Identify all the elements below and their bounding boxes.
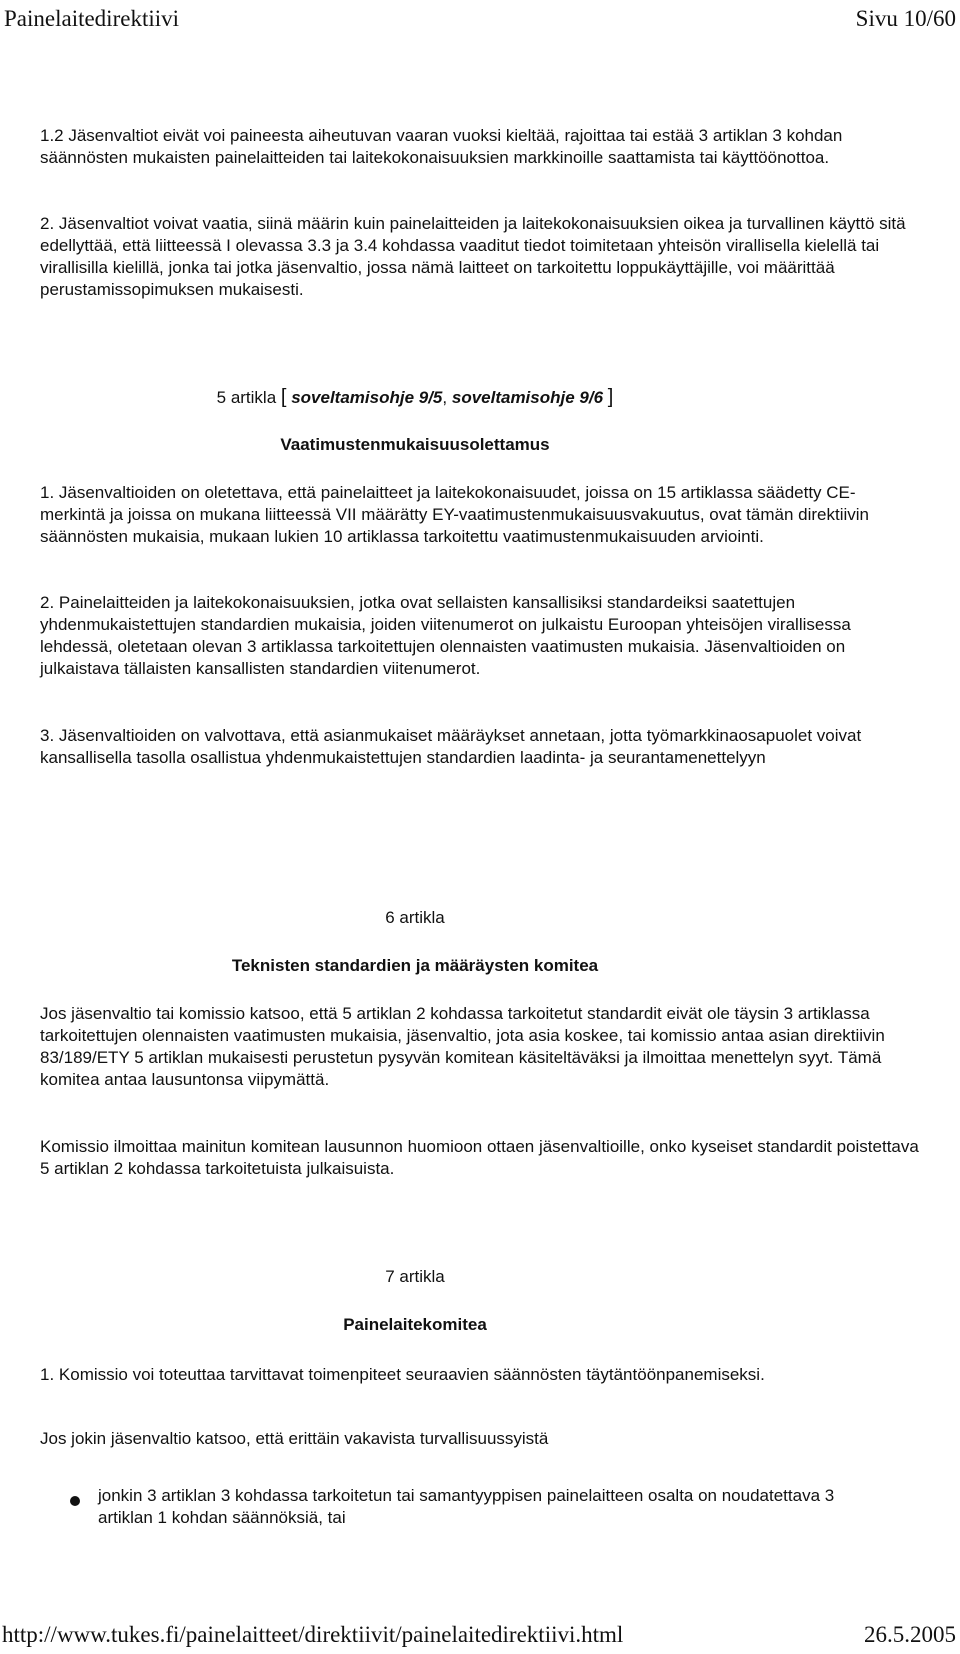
footer-date: 26.5.2005 (864, 1622, 956, 1647)
article-6-paragraph-2: Komissio ilmoittaa mainitun komitean lausunnon huomioon ottaen jäsenvaltioille, onko kyseiset standardit poistettava 5 artiklan 2 kohdassa tarkoitetuista julkaisuista. (40, 1137, 919, 1178)
article-7-heading: 7 artikla (385, 1267, 445, 1286)
guideline-link-9-5[interactable]: soveltamisohje 9/5 (291, 388, 443, 407)
page-header (0, 0, 960, 40)
document-title: Painelaitedirektiivi (4, 6, 180, 31)
article-5-label: 5 artikla (216, 388, 277, 407)
article-5-paragraph-3: 3. Jäsenvaltioiden on valvottava, että asianmukaiset määräykset annetaan, jotta työmarkkinaosapuolet voivat kansallisella tasolla osallistua yhdenmukaistettujen standardien laadinta- ja seurantamenettelyyn (40, 726, 862, 767)
page-number: Sivu 10/60 (855, 6, 956, 31)
article-7-title: Painelaitekomitea (343, 1315, 487, 1334)
article-6-title: Teknisten standardien ja määräysten komitea (231, 956, 599, 975)
paragraph-2: 2. Jäsenvaltiot voivat vaatia, siinä määrin kuin painelaitteiden ja laitekokonaisuuksien oikea ja turvallinen käyttö sitä edellyttää, että liitteessä I olevassa 3.3 ja 3.4 kohdassa vaaditut tiedot toimitetaan yhteisön virallisella kielellä tai virallisilla kielillä, jonka tai jotka jäsenvaltio, jossa nämä laitteet on tarkoitettu loppukäyttäjille, voi määrittää perustamissopimuksen mukaisesti. (40, 214, 906, 299)
page-footer (0, 1620, 960, 1654)
open-bracket: [ (280, 386, 287, 408)
article-5-paragraph-2: 2. Painelaitteiden ja laitekokonaisuuksien, jotka ovat sellaisten kansallisiksi standardeiksi saatettujen yhdenmukaistettujen standardien mukaisia, joiden viitenumerot on julkaistu Euroopan yhteisöjen virallisessa lehdessä, oletetaan olevan 3 artiklassa tarkoitettujen olennaisten vaatimusten mukaisia. Jäsenvaltioiden on julkaistava tällaisten kansallisten standardien viitenumerot. (40, 593, 851, 678)
article-5-paragraph-1: 1. Jäsenvaltioiden on oletettava, että painelaitteet ja laitekokonaisuudet, joissa on 15 artiklassa säädetty CE-merkintä ja joissa on mukana liitteessä VII määrätty EY-vaatimustenmukaisuusvakuutus, ovat tämän direktiivin säännösten mukaisia, mukaan lukien 10 artiklassa tarkoitettu vaatimustenmukaisuuden arviointi. (40, 483, 869, 546)
bullet-icon (70, 1496, 80, 1506)
paragraph-1-2: 1.2 Jäsenvaltiot eivät voi paineesta aiheutuvan vaaran vuoksi kieltää, rajoittaa tai estää 3 artiklan 3 kohdan säännösten mukaisten painelaitteiden tai laitekokonaisuuksien markkinoille saattamista tai käyttöönottoa. (40, 126, 843, 167)
article-5-title: Vaatimustenmukaisuusolettamus (280, 435, 550, 454)
separator: , (442, 388, 448, 407)
article-7-paragraph-1: 1. Komissio voi toteuttaa tarvittavat toimenpiteet seuraavien säännösten täytäntöönpanemiseksi. (40, 1365, 765, 1384)
guideline-link-9-6[interactable]: soveltamisohje 9/6 (451, 388, 604, 407)
article-7-paragraph-2: Jos jokin jäsenvaltio katsoo, että erittäin vakavista turvallisuussyistä (40, 1429, 549, 1448)
article-6-heading: 6 artikla (385, 908, 445, 927)
list-item: jonkin 3 artiklan 3 kohdassa tarkoitetun tai samantyyppisen painelaitteen osalta on noudatettava 3 artiklan 1 kohdan säännöksiä, tai (98, 1486, 835, 1527)
article-6-paragraph-1: Jos jäsenvaltio tai komissio katsoo, että 5 artiklan 2 kohdassa tarkoitetut standardit eivät ole täysin 3 artiklassa tarkoitettujen olennaisten vaatimusten mukaisia, jäsenvaltio, jota asia koskee, tai komissio antaa asian direktiivin 83/189/ETY 5 artiklan mukaisesti perustetun pysyvän komitean käsiteltäväksi ja ilmoittaa menettelyn syyt. Tämä komitea antaa lausuntonsa viipymättä. (40, 1004, 885, 1089)
close-bracket: ] (607, 386, 614, 408)
footer-url: http://www.tukes.fi/painelaitteet/direktiivit/painelaitedirektiivi.html (2, 1622, 624, 1647)
article-5-heading (0, 386, 830, 409)
